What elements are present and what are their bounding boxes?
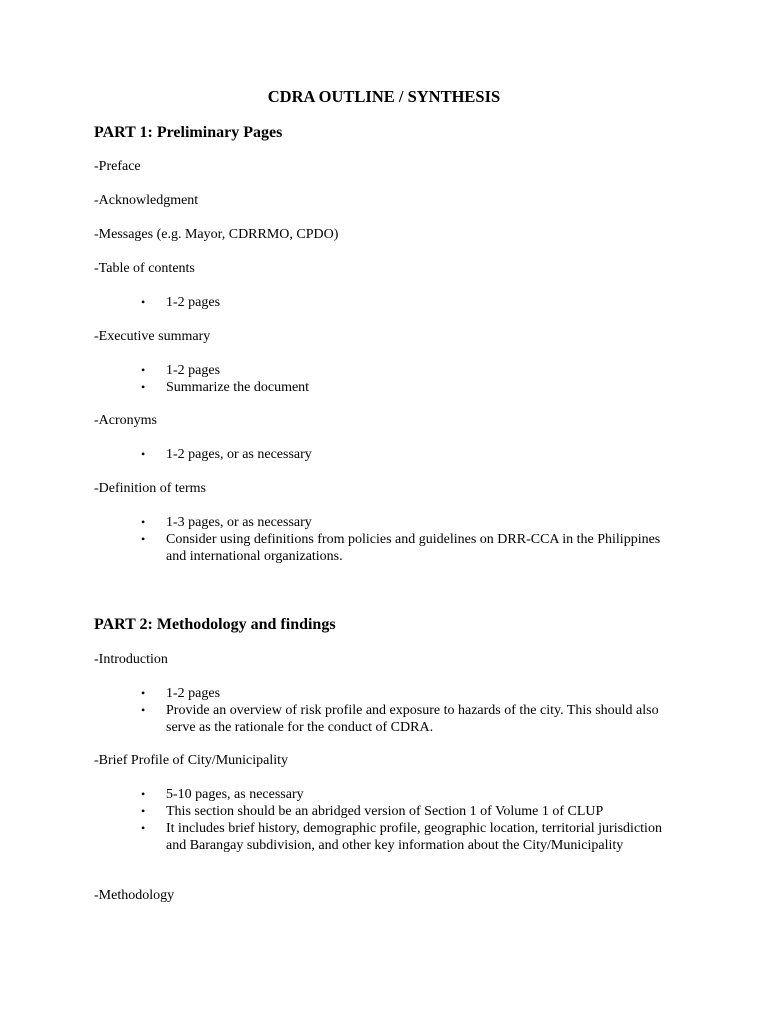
bullet-icon: • — [141, 363, 146, 377]
acronyms-bullets — [0, 446, 768, 463]
bullet-icon: • — [141, 804, 146, 818]
bullet-text: 1-3 pages, or as necessary — [166, 515, 312, 530]
table-of-contents-bullets — [0, 294, 768, 311]
bullet-icon: • — [141, 686, 146, 700]
brief-profile-bullets — [0, 786, 768, 854]
messages-item: -Messages (e.g. Mayor, CDRRMO, CPDO) — [94, 227, 339, 242]
bullet-text: It includes brief history, demographic profile, geographic location, territorial jurisdiction and Barangay subdivision, and other key information about the City/Municipality — [166, 821, 662, 853]
introduction-item: -Introduction — [94, 652, 168, 667]
preface-item: -Preface — [94, 159, 141, 174]
list-item — [0, 786, 768, 803]
list-item — [0, 362, 768, 379]
bullet-text: Summarize the document — [166, 380, 310, 395]
acronyms-item: -Acronyms — [94, 413, 157, 428]
bullet-icon: • — [141, 821, 146, 835]
bullet-text: 1-2 pages, or as necessary — [166, 447, 312, 462]
bullet-text: Provide an overview of risk profile and exposure to hazards of the city. This should also serve as the rationale for the conduct of CDRA. — [166, 703, 659, 735]
bullet-icon: • — [141, 532, 146, 546]
part1-heading: PART 1: Preliminary Pages — [94, 124, 283, 141]
document-title: CDRA OUTLINE / SYNTHESIS — [267, 87, 501, 106]
definition-of-terms-item: -Definition of terms — [94, 481, 206, 496]
brief-profile-item: -Brief Profile of City/Municipality — [94, 753, 289, 768]
list-item — [0, 379, 768, 396]
bullet-icon: • — [141, 380, 146, 394]
list-item — [0, 702, 768, 736]
list-item — [0, 446, 768, 463]
list-item — [0, 685, 768, 702]
executive-summary-bullets — [0, 362, 768, 396]
bullet-text: 1-2 pages — [166, 363, 221, 378]
table-of-contents-item: -Table of contents — [94, 261, 195, 276]
acknowledgment-item: -Acknowledgment — [94, 193, 199, 208]
list-item — [0, 820, 768, 854]
list-item — [0, 294, 768, 311]
bullet-icon: • — [141, 787, 146, 801]
list-item — [0, 531, 768, 565]
bullet-text: This section should be an abridged version of Section 1 of Volume 1 of CLUP — [166, 804, 604, 819]
bullet-text: 5-10 pages, as necessary — [166, 787, 304, 802]
methodology-item: -Methodology — [94, 888, 175, 903]
bullet-text: 1-2 pages — [166, 686, 221, 701]
bullet-icon: • — [141, 515, 146, 529]
bullet-icon: • — [141, 447, 146, 461]
bullet-icon: • — [141, 703, 146, 717]
bullet-text: 1-2 pages — [166, 295, 221, 310]
list-item — [0, 803, 768, 820]
bullet-text: Consider using definitions from policies and guidelines on DRR-CCA in the Philippines and international organizations. — [166, 532, 661, 564]
introduction-bullets — [0, 685, 768, 736]
bullet-icon: • — [141, 295, 146, 309]
part2-heading: PART 2: Methodology and findings — [94, 616, 336, 633]
definition-of-terms-bullets — [0, 514, 768, 565]
list-item — [0, 514, 768, 531]
executive-summary-item: -Executive summary — [94, 329, 211, 344]
